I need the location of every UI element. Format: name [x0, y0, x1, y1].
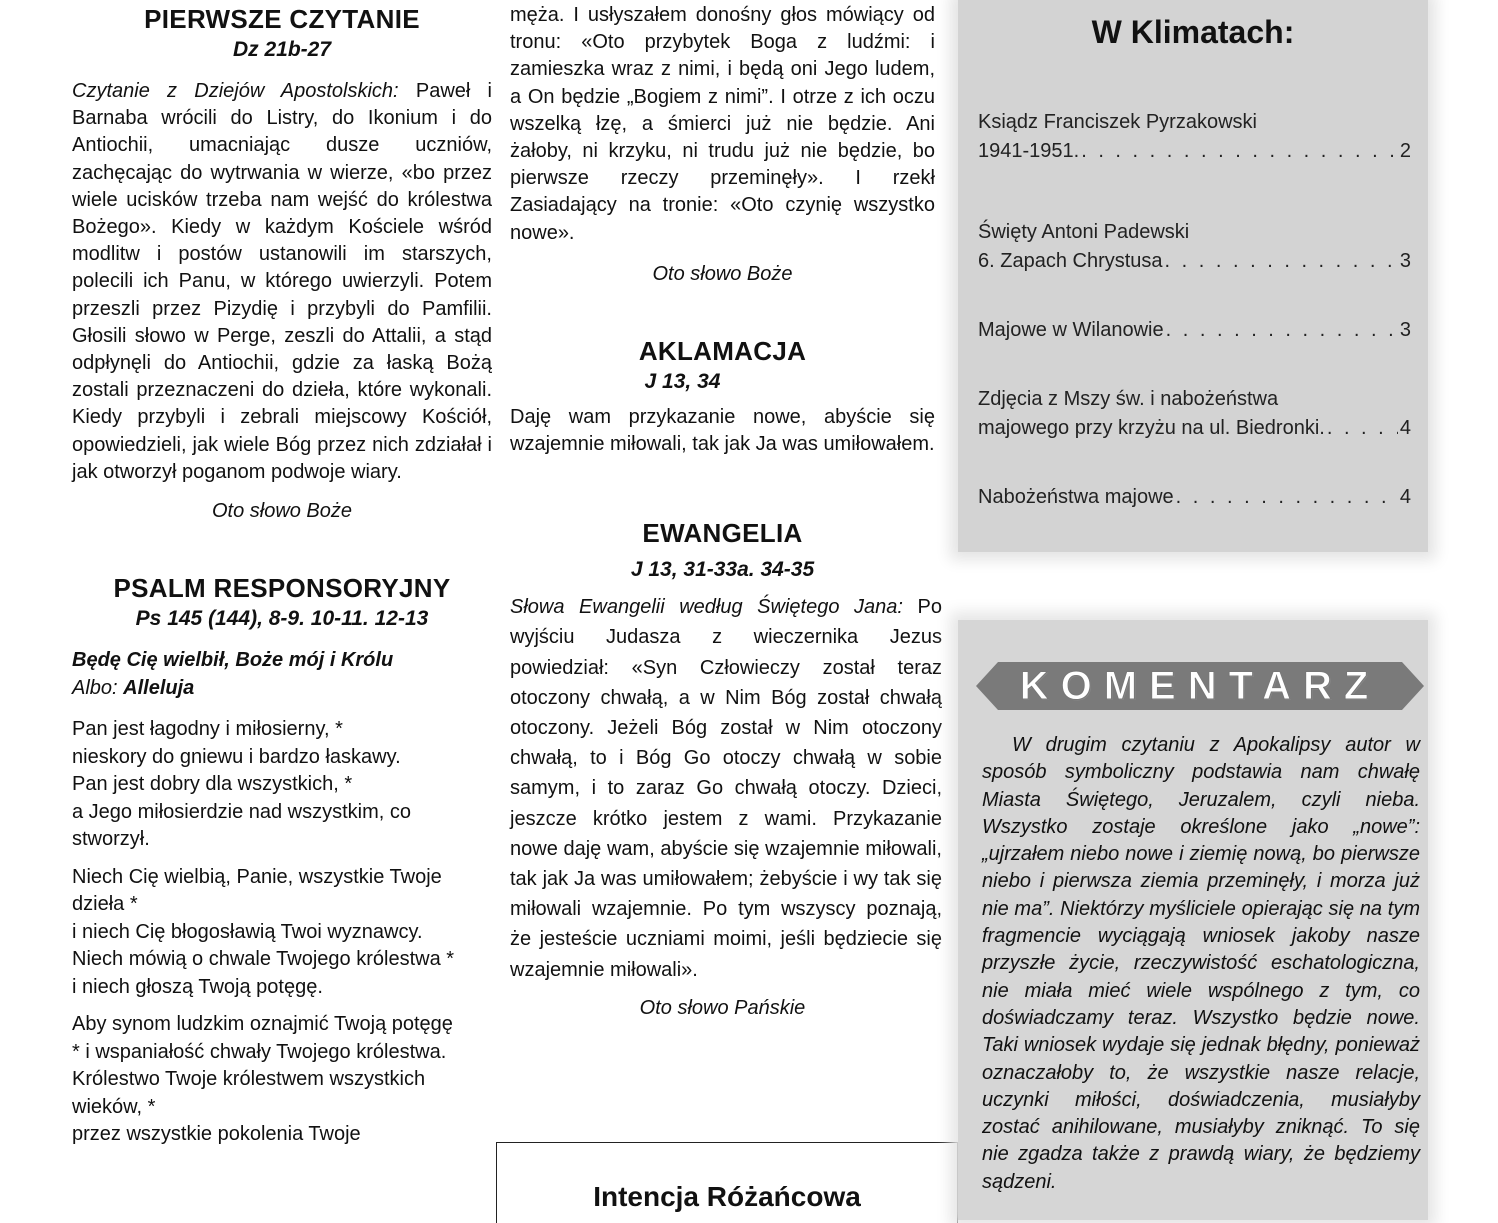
psalm-line: Aby synom ludzkim oznajmić Twoją potęgę	[72, 1013, 453, 1036]
toc-entry-title-cont: 1941-1951.	[978, 140, 1080, 162]
toc-entry-leader	[978, 316, 1411, 345]
toc-entry-title: Ksiądz Franciszek Pyrzakowski	[978, 111, 1257, 133]
reading1-ref: Dz 21b-27	[232, 38, 332, 61]
toc-entry[interactable]	[978, 483, 1411, 512]
dot-leader	[1327, 414, 1398, 443]
psalm-line: Niech mówią o chwale Twojego królestwa *	[72, 948, 455, 971]
toc-entry-leader	[978, 137, 1411, 166]
toc-entry-leader	[978, 483, 1411, 512]
dot-leader	[1166, 316, 1398, 345]
reading1-body	[72, 78, 492, 486]
psalm-refrain: Będę Cię wielbił, Boże mój i Królu	[72, 649, 394, 672]
column-middle	[510, 0, 942, 1022]
toc-entry[interactable]	[978, 218, 1411, 276]
reading1-title: PIERWSZE CZYTANIE	[144, 4, 420, 34]
komentarz-text: W drugim czytaniu z Apokalipsy autor w sposób symboliczny podstawia nam chwałę Miasta Świętego, Jeruzalem, czyli nieba. Wszystko zostaje określone jako „nowe”: „ujrzałem niebo nowe i ziemię nową, bo pierwsze niebo i pierwsza ziemia przeminęły, i morza już nie ma”. Niektórzy myśliciele opierając się na tym fragmencie wyciągają wniosek jakoby nasze przyszłe życie, rzeczywistość eschatologiczna, nie miała mieć wiele wspólnego z tym, co doświadczamy teraz. Wszystko będzie nowe. Taki wniosek wydaje się jednak błędny, ponieważ oznaczałoby to, że wszystkie nasze relacje, uczynki miłości, doświadczenia, musiałyby zostać anihilowane, musiałyby zniknąć. To się nie zgadza także z prawdą wiary, że będziemy sądzeni.	[982, 734, 1420, 1193]
komentarz-banner	[976, 662, 1424, 710]
toc-entry-title-cont: 6. Zapach Chrystusa	[978, 250, 1163, 272]
gospel-title: EWANGELIA	[642, 518, 803, 549]
psalm-line: i niech Cię błogosławią Twoi wyznawcy.	[72, 920, 423, 943]
gospel-ref: J 13, 31-33a. 34-35	[630, 558, 815, 582]
komentarz-box	[958, 620, 1428, 1220]
psalm-refrain-block	[72, 647, 492, 702]
toc-entry-page: 2	[1399, 140, 1411, 162]
toc-entry-title: Nabożeństwa majowe	[978, 486, 1174, 508]
toc-entry-page: 4	[1399, 417, 1411, 439]
psalm-albo-label: Albo:	[72, 676, 118, 699]
psalm-line: Pan jest łagodny i miłosierny, *	[72, 718, 343, 741]
reading1-closing: Oto słowo Boże	[211, 500, 353, 523]
toc-entry[interactable]	[978, 385, 1411, 443]
gospel-intro: Słowa Ewangelii według Świętego Jana:	[510, 596, 903, 619]
psalm-stanza	[72, 864, 492, 1002]
psalm-line: przez wszystkie pokolenia Twoje	[72, 1123, 361, 1146]
toc-entry-leader	[978, 247, 1411, 276]
toc-entry-title: Majowe w Wilanowie	[978, 319, 1164, 341]
dot-leader	[1176, 483, 1398, 512]
dot-leader	[1081, 137, 1398, 166]
psalm-stanzas	[72, 716, 492, 1149]
reading2-body	[510, 2, 935, 247]
acclamation-title: AKLAMACJA	[638, 335, 807, 366]
reading2-text: męża. I usłyszałem donośny głos mówiący od tronu: «Oto przybytek Boga z ludźmi: i zamieszka wraz z nimi, i będą oni Jego ludem, a On będzie „Bogiem z nimi”. I otrze z ich oczu wszelką łzę, a śmierci już nie będzie. Ani żałoby, ni krzyku, ni trudu już nie będzie, bo pierwsze rzeczy przeminęły». I rzekł Zasiadający na tronie: «Oto czynię wszystko nowe».	[510, 4, 935, 244]
psalm-stanza	[72, 1011, 492, 1149]
psalm-line: i niech głoszą Twoją potęgę.	[72, 975, 323, 998]
gospel-text: Po wyjściu Judasza z wieczernika Jezus powiedział: «Syn Człowieczy został teraz otoczony chwałą, a w Nim Bóg został chwałą otoczony. Jeżeli Bóg został w Nim otoczony chwałą, to i Bóg Go otoczy chwałą w sobie samym, i to zaraz Go chwałą otoczy. Dzieci, jeszcze krótko jestem z wami. Przykazanie nowe daję wam, abyście się wzajemnie miłowali, tak jak Ja was umiłowałem; żebyście i wy tak się miłowali wzajemnie. Po tym wszyscy poznają, że jesteście uczniami moimi, jeśli będziecie się wzajemnie miłowali».	[510, 596, 942, 981]
intencja-box	[496, 1142, 958, 1223]
intencja-title: Intencja Różańcowa	[593, 1181, 861, 1212]
table-of-contents	[958, 0, 1428, 552]
toc-entry-leader	[978, 414, 1411, 443]
toc-entry-page: 3	[1399, 319, 1411, 341]
dot-leader	[1165, 247, 1398, 276]
toc-title: W Klimatach:	[1091, 14, 1295, 50]
psalm-title: PSALM RESPONSORYJNY	[113, 573, 451, 604]
column-left	[72, 0, 492, 1149]
toc-entry-title-cont: majowego przy krzyżu na ul. Biedronki.	[978, 417, 1325, 439]
komentarz-body	[982, 732, 1420, 1196]
acclamation-ref: J 13, 34	[644, 369, 721, 393]
reading1-intro: Czytanie z Dziejów Apostolskich:	[72, 80, 399, 102]
psalm-line: a Jego miłosierdzie nad wszystkim, co stworzył.	[72, 800, 412, 851]
toc-entry-page: 3	[1399, 250, 1411, 272]
gospel-body	[510, 592, 942, 985]
toc-entry[interactable]	[978, 316, 1411, 345]
psalm-line: nieskory do gniewu i bardzo łaskawy.	[72, 745, 401, 768]
komentarz-title: KOMENTARZ	[1019, 664, 1381, 708]
psalm-line: Królestwo Twoje królestwem wszystkich wieków, *	[72, 1068, 426, 1118]
reading1-text: Paweł i Barnaba wrócili do Listry, do Ikonium i do Antiochii, umacniając dusze uczniów, zachęcając do wytrwania w wierze, «bo przez wiele ucisków trzeba nam wejść do królestwa Bożego». Kiedy w każdym Kościele wśród modlitw i postów ustanowili im starszych, polecili ich Panu, w którego uwierzyli. Potem przeszli przez Pizydię i przybyli do Pamfilii. Głosili słowo w Perge, zeszli do Attalii, a stąd odpłynęli do Antiochii, gdzie za łaską Bożą zostali przeznaczeni do dzieła, które wykonali. Kiedy przybyli i zebrali miejscowy Kościół, opowiedzieli, jak wiele Bóg przez nich zdziałał i jak otworzył poganom podwoje wiary.	[72, 80, 493, 483]
toc-entry-title: Zdjęcia z Mszy św. i nabożeństwa	[978, 388, 1279, 410]
toc-entry[interactable]	[978, 108, 1411, 166]
acclamation-text: Daję wam przykazanie nowe, abyście się wzajemnie miłowali, tak jak Ja was umiłowałem.	[510, 405, 935, 456]
psalm-ref: Ps 145 (144), 8-9. 10-11. 12-13	[135, 607, 429, 631]
psalm-stanza	[72, 716, 492, 854]
gospel-closing: Oto słowo Pańskie	[639, 996, 806, 1019]
acclamation-body	[510, 404, 935, 458]
psalm-line: Pan jest dobry dla wszystkich, *	[72, 773, 353, 796]
toc-entry-page: 4	[1399, 486, 1411, 508]
psalm-albo-value: Alleluja	[123, 676, 195, 699]
psalm-line: * i wspaniałość chwały Twojego królestwa.	[72, 1040, 447, 1063]
psalm-line: Niech Cię wielbią, Panie, wszystkie Twoje dzieła *	[72, 865, 442, 916]
reading2-closing: Oto słowo Boże	[652, 262, 793, 285]
toc-entry-title: Święty Antoni Padewski	[978, 221, 1190, 243]
